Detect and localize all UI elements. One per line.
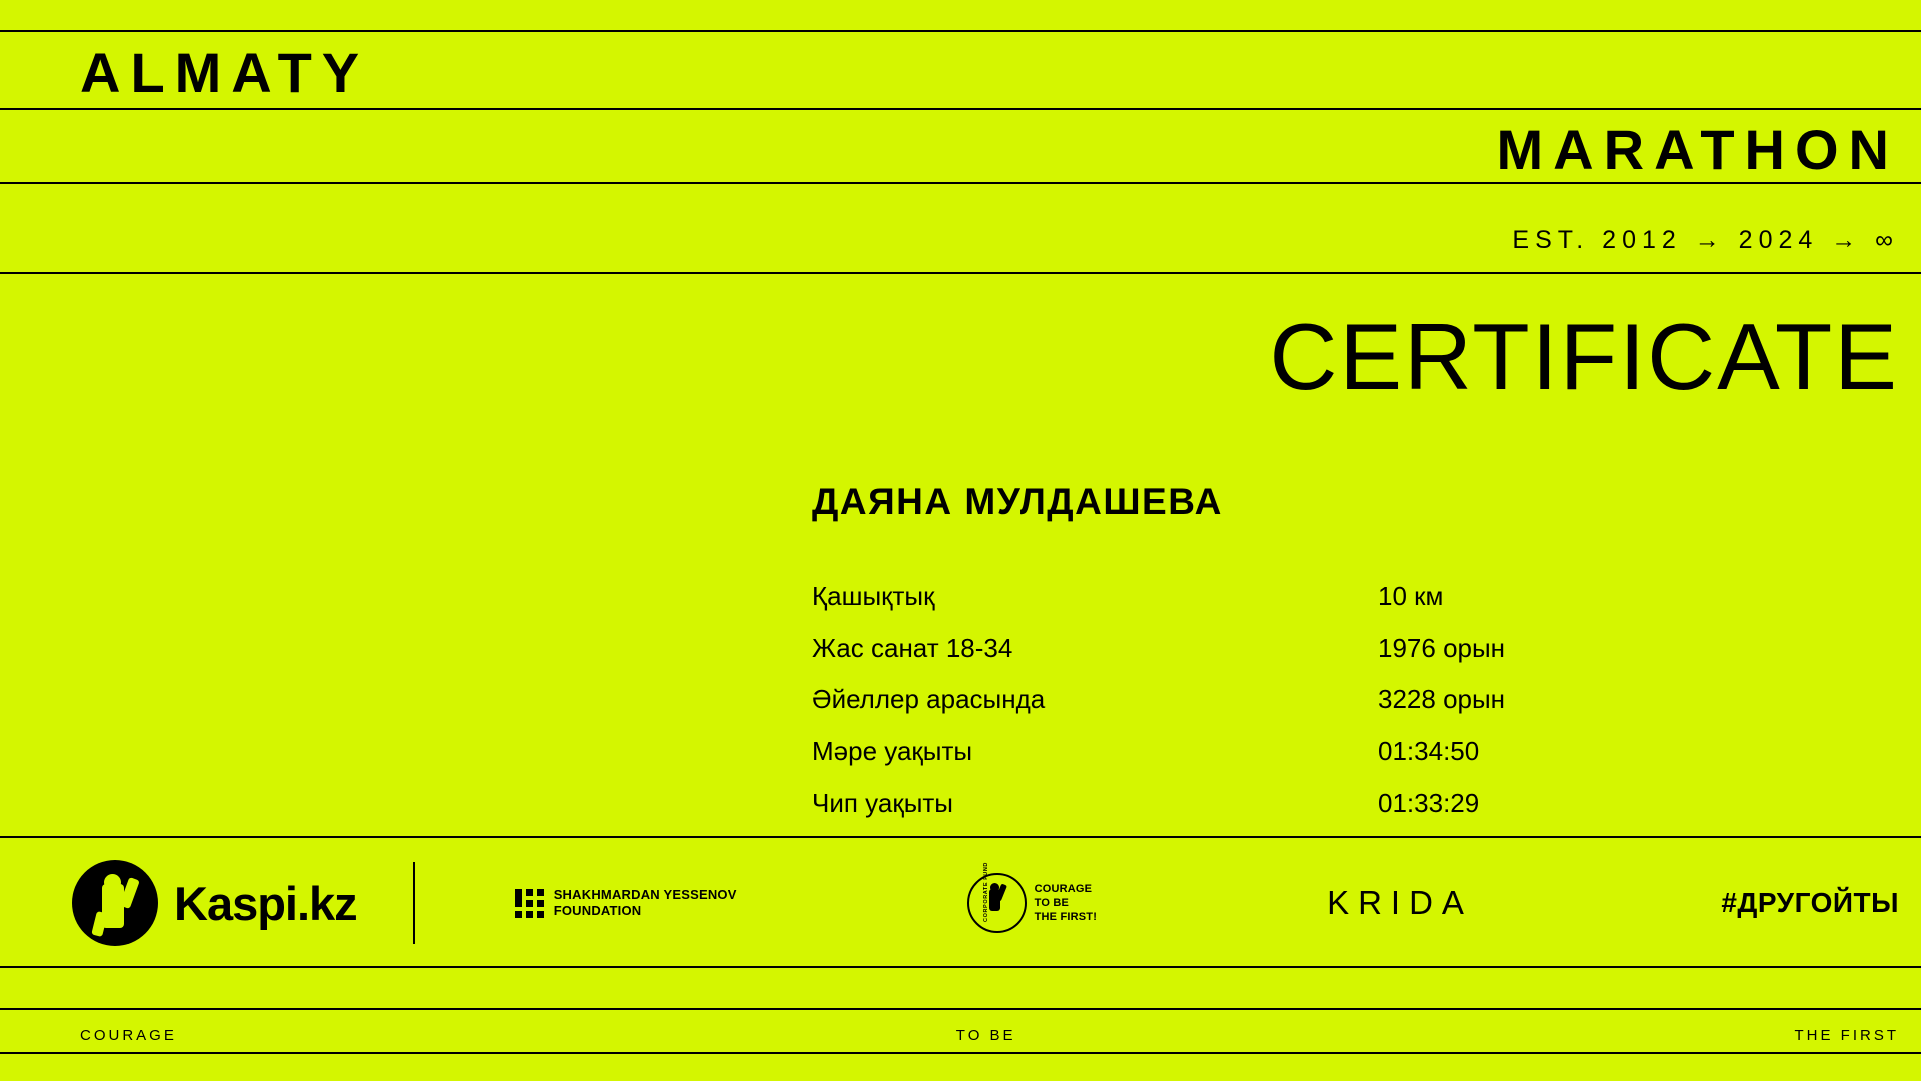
result-row <box>812 785 1872 823</box>
kaspi-figure-icon <box>72 860 158 946</box>
sponsor-corporate-fund <box>967 862 1098 933</box>
result-label: Қашықтық <box>812 581 935 611</box>
established-line: EST. 2012 → 2024 → ∞ <box>1512 226 1899 254</box>
corporate-fund-line1: COURAGE <box>1034 882 1093 895</box>
corporate-fund-line2: TO BE <box>1034 896 1070 909</box>
result-row <box>812 578 1872 616</box>
page-title: CERTIFICATE <box>1269 304 1899 409</box>
rule-top <box>0 30 1921 32</box>
result-value: 3228 орын <box>1378 684 1506 715</box>
corporate-fund-line3: THE FIRST! <box>1034 911 1098 924</box>
result-value: 01:34:50 <box>1378 736 1480 767</box>
yessenov-wordmark <box>554 887 737 920</box>
result-value: 10 км <box>1378 581 1444 611</box>
result-row <box>812 733 1872 771</box>
brand-almaty: ALMATY <box>80 41 370 104</box>
footer-left: COURAGE <box>80 1026 177 1044</box>
sponsor-bar <box>0 838 1921 968</box>
brand-marathon: MARATHON <box>1496 118 1899 181</box>
rule-under-marathon <box>0 182 1921 184</box>
sponsor-hashtag: #ДРУГОЙТЫ <box>1721 887 1899 918</box>
result-label: Чип уақыты <box>812 787 953 818</box>
result-label: Әйеллер арасында <box>812 684 1046 715</box>
corporate-fund-wordmark <box>1035 882 1098 925</box>
footer-right: THE FIRST <box>1794 1026 1899 1044</box>
rule-under-est <box>0 272 1921 274</box>
result-row <box>812 681 1872 719</box>
sponsor-kaspi <box>72 860 357 946</box>
corporate-fund-rotated-text: CORPORATE FUND <box>982 862 989 922</box>
athlete-name: ДАЯНА МУЛДАШЕВА <box>812 481 1223 522</box>
result-label: Мәре уақыты <box>812 736 973 767</box>
result-value: 01:33:29 <box>1378 787 1480 818</box>
yessenov-line2: FOUNDATION <box>553 903 642 918</box>
sponsor-krida: KRIDA <box>1327 884 1473 921</box>
footer-slogan <box>0 1018 1921 1052</box>
yessenov-bars-icon <box>515 889 544 918</box>
rule-bottom <box>0 1052 1921 1054</box>
result-value: 1976 орын <box>1378 632 1506 663</box>
result-label: Жас санат 18-34 <box>812 632 1013 663</box>
kaspi-wordmark: Kaspi.kz <box>174 876 357 930</box>
sponsor-yessenov <box>515 887 737 920</box>
results-table <box>812 578 1872 836</box>
rule-under-almaty <box>0 108 1921 110</box>
sponsor-divider <box>413 862 415 944</box>
corporate-fund-figure-icon <box>967 862 1027 933</box>
result-row <box>812 630 1872 668</box>
footer-center: TO BE <box>955 1026 1016 1044</box>
rule-above-footer <box>0 1008 1921 1010</box>
yessenov-line1: SHAKHMARDAN YESSENOV <box>553 886 737 902</box>
